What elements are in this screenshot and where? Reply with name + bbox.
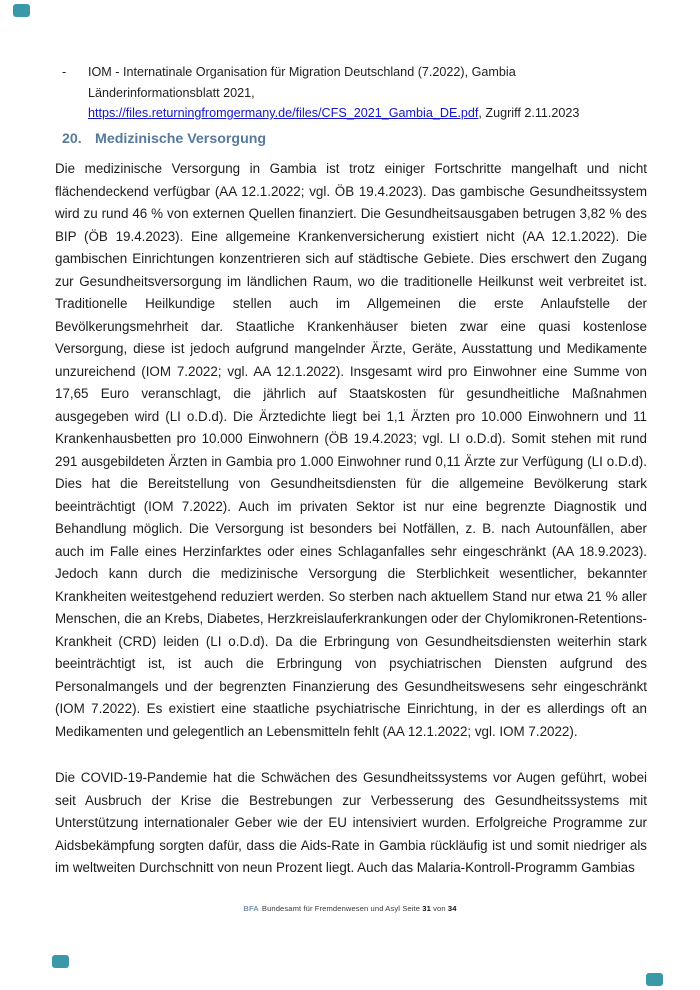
reference-line-3 xyxy=(88,103,628,124)
footer-page-current: 31 xyxy=(422,904,431,913)
reference-line-1: IOM - Internatinale Organisation für Migration Deutschland (7.2022), Gambia xyxy=(88,65,516,79)
corner-decoration-bottom-right xyxy=(646,973,663,986)
reference-text xyxy=(88,62,628,124)
section-number: 20. xyxy=(62,131,82,147)
paragraph-covid-pandemic: Die COVID-19-Pandemie hat die Schwächen des Gesundheitssystems vor Augen geführt, wobei seit Ausbruch der Krise die Bestrebungen zur Verbesserung des Gesundheitssystems mit Unterstützung internationaler Geber wie der EU intensiviert wurden. Erfolgreiche Programme zur Aidsbekämpfung sorgten dafür, dass die Aids-Rate in Gambia rückläufig ist und somit niedriger als im weltweiten Durchschnitt von neun Prozent liegt. Auch das Malaria-Kontroll-Programm Gambias xyxy=(55,770,647,875)
corner-decoration-top-left xyxy=(13,4,30,17)
footer-org-name: Bundesamt für Fremdenwesen und Asyl xyxy=(261,904,403,913)
section-title: Medizinische Versorgung xyxy=(95,131,267,147)
footer-page-total: 34 xyxy=(447,904,457,913)
reference-link[interactable]: https://files.returningfromgermany.de/files/CFS_2021_Gambia_DE.pdf xyxy=(88,106,479,120)
paragraph-medical-care: Die medizinische Versorgung in Gambia ist trotz einiger Fortschritte mangelhaft und nicht flächendeckend verfügbar (AA 12.1.2022; vgl. ÖB 19.4.2023). Das gambische Gesundheitssystem wird zu rund 46 % von externen Quellen finanziert. Die Gesundheitsausgaben betrugen 3,82 % des BIP (ÖB 19.4.2023). Eine allgemeine Krankenversicherung existiert nicht (AA 12.1.2022). Die gambischen Einrichtungen konzentrieren sich auf städtische Gebiete. Dies erschwert den Zugang zur Gesundheitsversorgung im ländlichen Raum, wo die traditionelle Heilkunst weit verbreitet ist. Traditionelle Heilkundige stellen auch im Allgemeinen die erste Anlaufstelle der Bevölkerungsmehrheit dar. Staatliche Krankenhäuser bieten zwar eine quasi kostenlose Versorgung, diese ist jedoch aufgrund mangelnder Ärzte, Geräte, Ausstattung und Medikamente unzureichend (IOM 7.2022; vgl. AA 12.1.2022). Insgesamt wird pro Einwohner eine Summe von 17,65 Euro veranschlagt, die jährlich auf Staatskosten für gesundheitliche Maßnahmen ausgegeben wird (LI o.D.d). Die Ärztedichte liegt bei 1,1 Ärzten pro 10.000 Einwohnern und 11 Krankenhausbetten pro 10.000 Einwohnern (ÖB 19.4.2023; vgl. LI o.D.d). Somit stehen mit rund 291 ausgebildeten Ärzten in Gambia pro 1.000 Einwohner rund 0,11 Ärzte zur Verfügung (LI o.D.d). Dies hat die Bereitstellung von Gesundheitsdiensten für die allgemeine Bevölkerung stark beeinträchtigt (IOM 7.2022). Auch im privaten Sektor ist nur eine begrenzte Diagnostik und Behandlung möglich. Die Versorgung ist besonders bei Notfällen, z. B. nach Autounfällen, aber auch im Falle eines Herzinfarktes oder eines Schlaganfalles sehr eingeschränkt (AA 18.9.2023). Jedoch kann durch die medizinische Versorgung die Sterblichkeit wesentlicher, bekannter Krankheiten weitestgehend reduziert werden. So sterben nach aktuellem Stand nur etwa 21 % aller Menschen, die an Krebs, Diabetes, Herzkreislauferkrankungen oder der Chylomikronen-Retentions-Krankheit (CRD) leiden (LI o.D.d). Da die Erbringung von Gesundheitsdiensten weiterhin stark beeinträchtigt ist, ist auch die Erbringung von psychiatrischen Diensten aufgrund des Personalmangels und der begrenzten Finanzierung des Gesundheitswesens sehr eingeschränkt (IOM 7.2022). Es existiert eine staatliche psychiatrische Einrichtung, in der es allerdings oft an Medikamenten und gelegentlich an Lebensmitteln fehlt (AA 12.1.2022; vgl. IOM 7.2022). xyxy=(55,161,647,739)
reference-access-date: , Zugriff 2.11.2023 xyxy=(478,106,580,120)
corner-decoration-bottom-left xyxy=(52,955,69,968)
page-footer xyxy=(0,904,700,913)
footer-of-label: von xyxy=(430,904,448,913)
footer-page-label: Seite xyxy=(402,904,423,913)
bullet-dash: - xyxy=(62,65,67,79)
footer-brand-logo: BFA xyxy=(243,904,259,913)
reference-list-item xyxy=(62,62,628,124)
section-heading xyxy=(62,131,266,147)
reference-line-2: Länderinformationsblatt 2021, xyxy=(88,85,255,100)
